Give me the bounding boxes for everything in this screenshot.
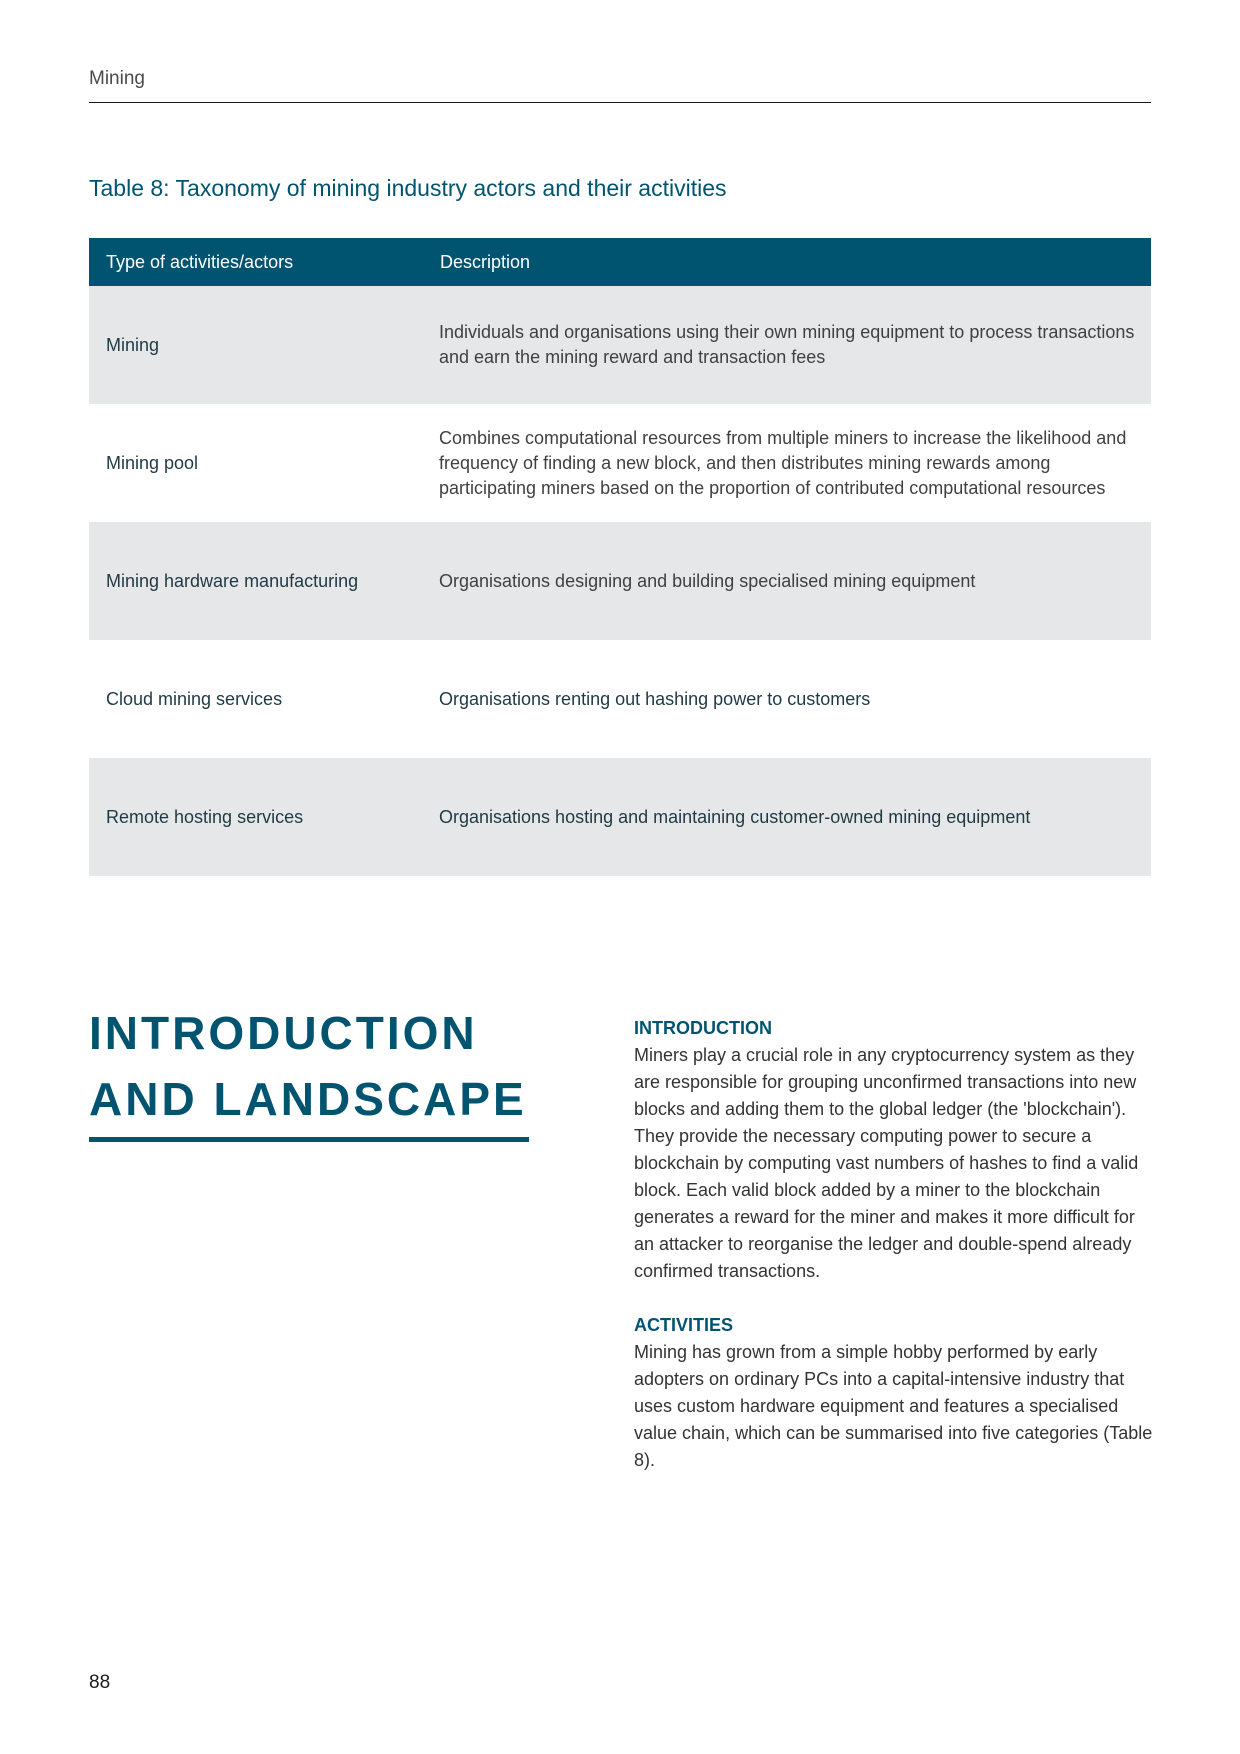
page-number: 88 xyxy=(89,1672,111,1693)
table-row xyxy=(89,758,1151,876)
column-header-type: Type of activities/actors xyxy=(89,238,423,286)
row-type: Mining xyxy=(89,286,423,404)
row-description: Combines computational resources from multiple miners to increase the likelihood and frequency of finding a new block, and then distributes mining rewards among participating miners based on the proportion of contributed computational resources xyxy=(439,427,1127,498)
row-type: Remote hosting services xyxy=(89,758,423,876)
table-row xyxy=(89,522,1151,640)
running-header: Mining xyxy=(89,68,145,89)
row-type: Mining pool xyxy=(106,452,199,473)
row-description: Organisations renting out hashing power to customers xyxy=(439,688,871,709)
activities-heading: ACTIVITIES xyxy=(634,1315,734,1335)
paragraph-spacer xyxy=(634,1285,1154,1312)
header-rule xyxy=(89,102,1151,103)
table-header-row xyxy=(89,238,1151,286)
introduction-heading: INTRODUCTION xyxy=(634,1018,772,1038)
row-description: Organisations designing and building specialised mining equipment xyxy=(423,522,1151,640)
row-description: Individuals and organisations using their own mining equipment to process transactions and earn the mining reward and transaction fees xyxy=(423,286,1151,404)
body-column xyxy=(634,1015,1154,1474)
table-caption: Table 8: Taxonomy of mining industry actors and their activities xyxy=(89,175,727,201)
table-row xyxy=(89,286,1151,404)
section-title xyxy=(89,1000,529,1132)
row-type: Mining hardware manufacturing xyxy=(89,522,423,640)
row-type: Cloud mining services xyxy=(106,688,283,709)
row-description: Organisations hosting and maintaining customer-owned mining equipment xyxy=(423,758,1151,876)
taxonomy-table xyxy=(89,238,1151,876)
table-row xyxy=(89,640,1151,758)
section-title-line1: INTRODUCTION xyxy=(89,1007,478,1059)
section-title-line2: AND LANDSCAPE xyxy=(89,1073,527,1125)
activities-paragraph: Mining has grown from a simple hobby performed by early adopters on ordinary PCs into a capital-intensive industry that uses custom hardware equipment and features a specialised value chain, which can be summarised into five categories (Table 8). xyxy=(634,1342,1153,1470)
column-header-description: Description xyxy=(423,238,1151,286)
introduction-paragraph: Miners play a crucial role in any cryptocurrency system as they are responsible for grouping unconfirmed transactions into new blocks and adding them to the global ledger (the 'blockchain'). They provide the necessary computing power to secure a blockchain by computing vast numbers of hashes to find a valid block. Each valid block added by a miner to the blockchain generates a reward for the miner and makes it more difficult for an attacker to reorganise the ledger and double-spend already confirmed transactions. xyxy=(634,1045,1139,1281)
section-title-rule xyxy=(89,1137,529,1142)
table-row xyxy=(89,404,1151,522)
